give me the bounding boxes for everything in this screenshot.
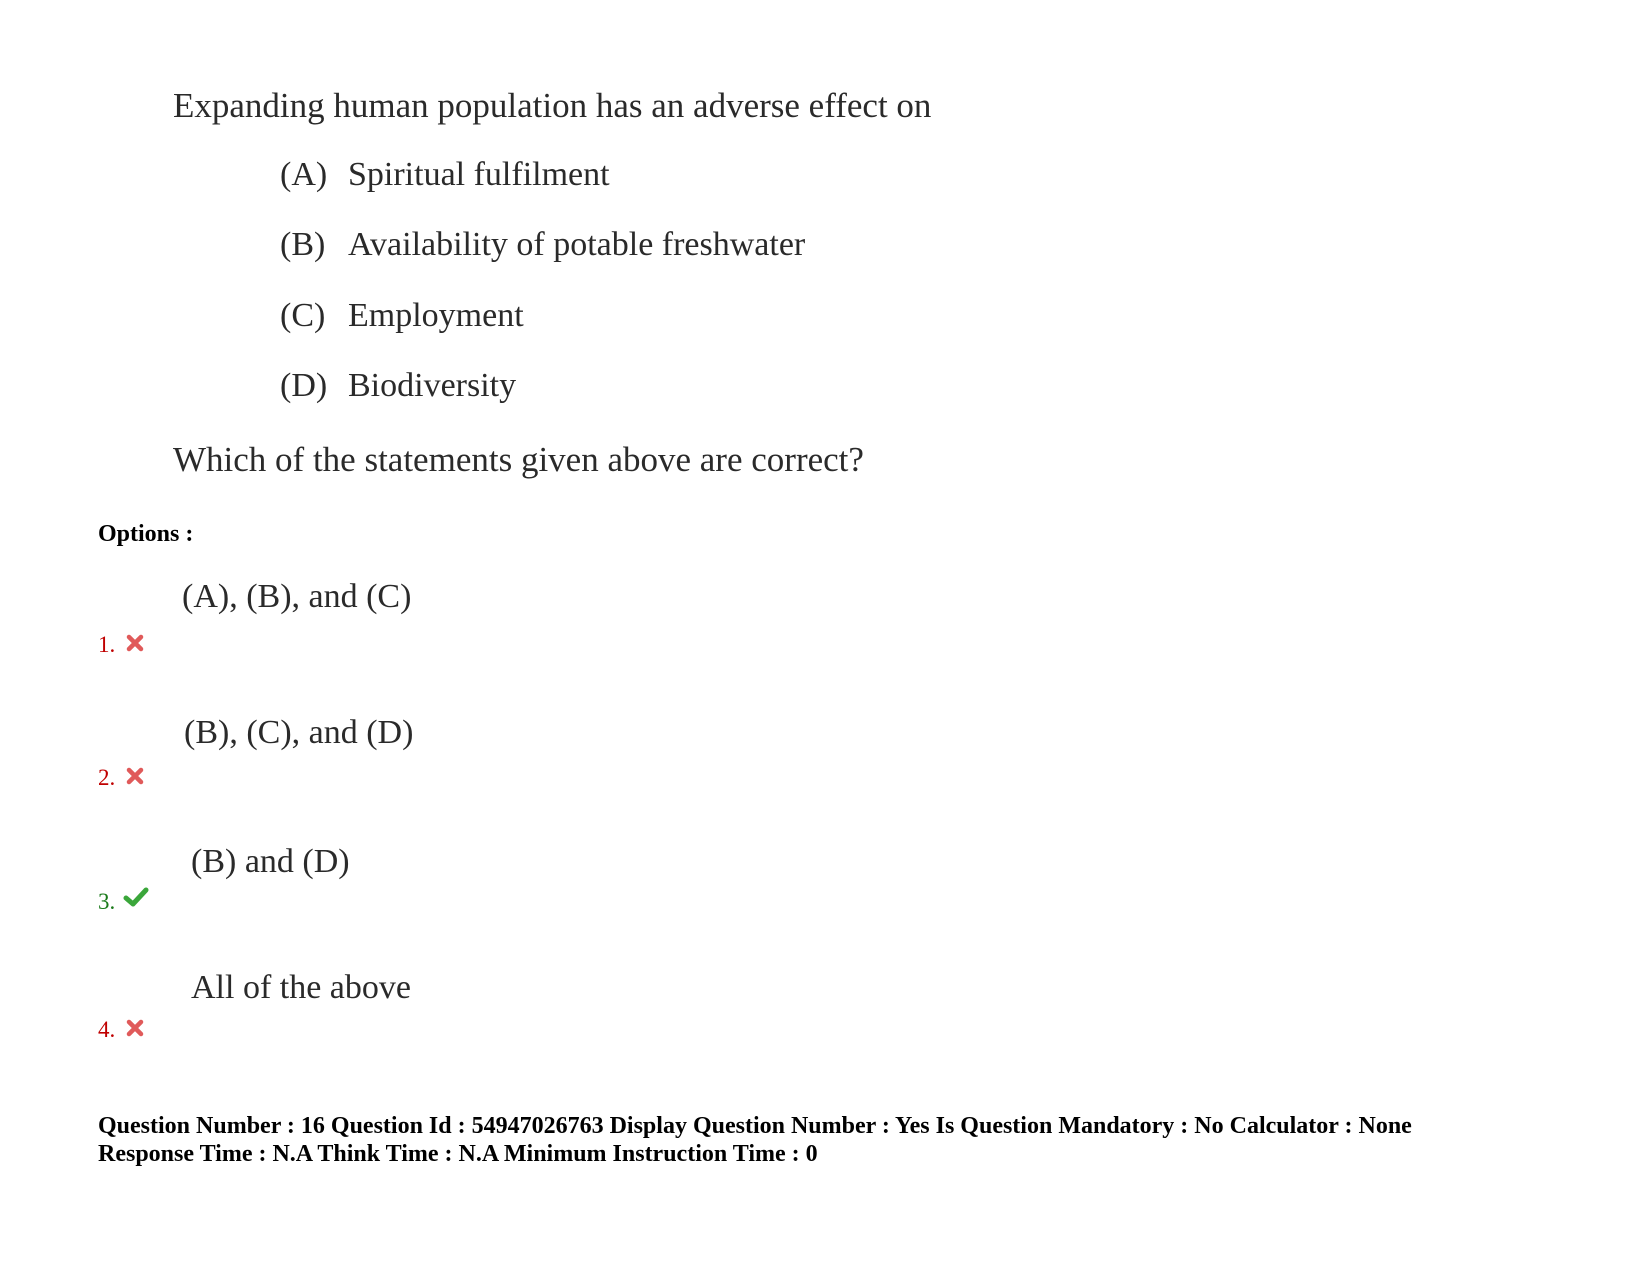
statement-c xyxy=(280,297,524,335)
statement-c-letter: (C) xyxy=(280,297,326,334)
option-4-number: 4. xyxy=(98,1017,116,1042)
correct-check-icon xyxy=(123,886,149,908)
option-3-text: (B) and (D) xyxy=(191,843,350,880)
statement-d-text: Biodiversity xyxy=(348,367,517,404)
wrong-x-icon xyxy=(125,766,145,786)
wrong-x-icon xyxy=(125,1018,145,1038)
question-meta-line-1: Question Number : 16 Question Id : 54947026763 Display Question Number : Yes Is Question Mandatory : No Calculator : None xyxy=(98,1113,1412,1139)
option-1-text: (A), (B), and (C) xyxy=(182,578,412,615)
statement-b-text: Availability of potable freshwater xyxy=(348,226,806,263)
question-meta-line-2: Response Time : N.A Think Time : N.A Minimum Instruction Time : 0 xyxy=(98,1141,818,1167)
option-2-number: 2. xyxy=(98,765,116,790)
statement-d xyxy=(280,367,516,405)
question-prompt: Which of the statements given above are correct? xyxy=(173,440,864,479)
options-label: Options : xyxy=(98,521,194,547)
question-stem: Expanding human population has an adverse effect on xyxy=(173,86,932,125)
statement-d-letter: (D) xyxy=(280,367,328,404)
statement-a-text: Spiritual fulfilment xyxy=(348,156,610,193)
statement-a-letter: (A) xyxy=(280,156,328,193)
statement-b xyxy=(280,226,805,264)
option-4-text: All of the above xyxy=(191,969,411,1006)
statement-b-letter: (B) xyxy=(280,226,326,263)
option-2-text: (B), (C), and (D) xyxy=(184,714,414,751)
statement-a xyxy=(280,156,610,194)
option-3-number: 3. xyxy=(98,889,116,914)
option-1-number: 1. xyxy=(98,632,116,657)
wrong-x-icon xyxy=(125,633,145,653)
statement-c-text: Employment xyxy=(348,297,524,334)
